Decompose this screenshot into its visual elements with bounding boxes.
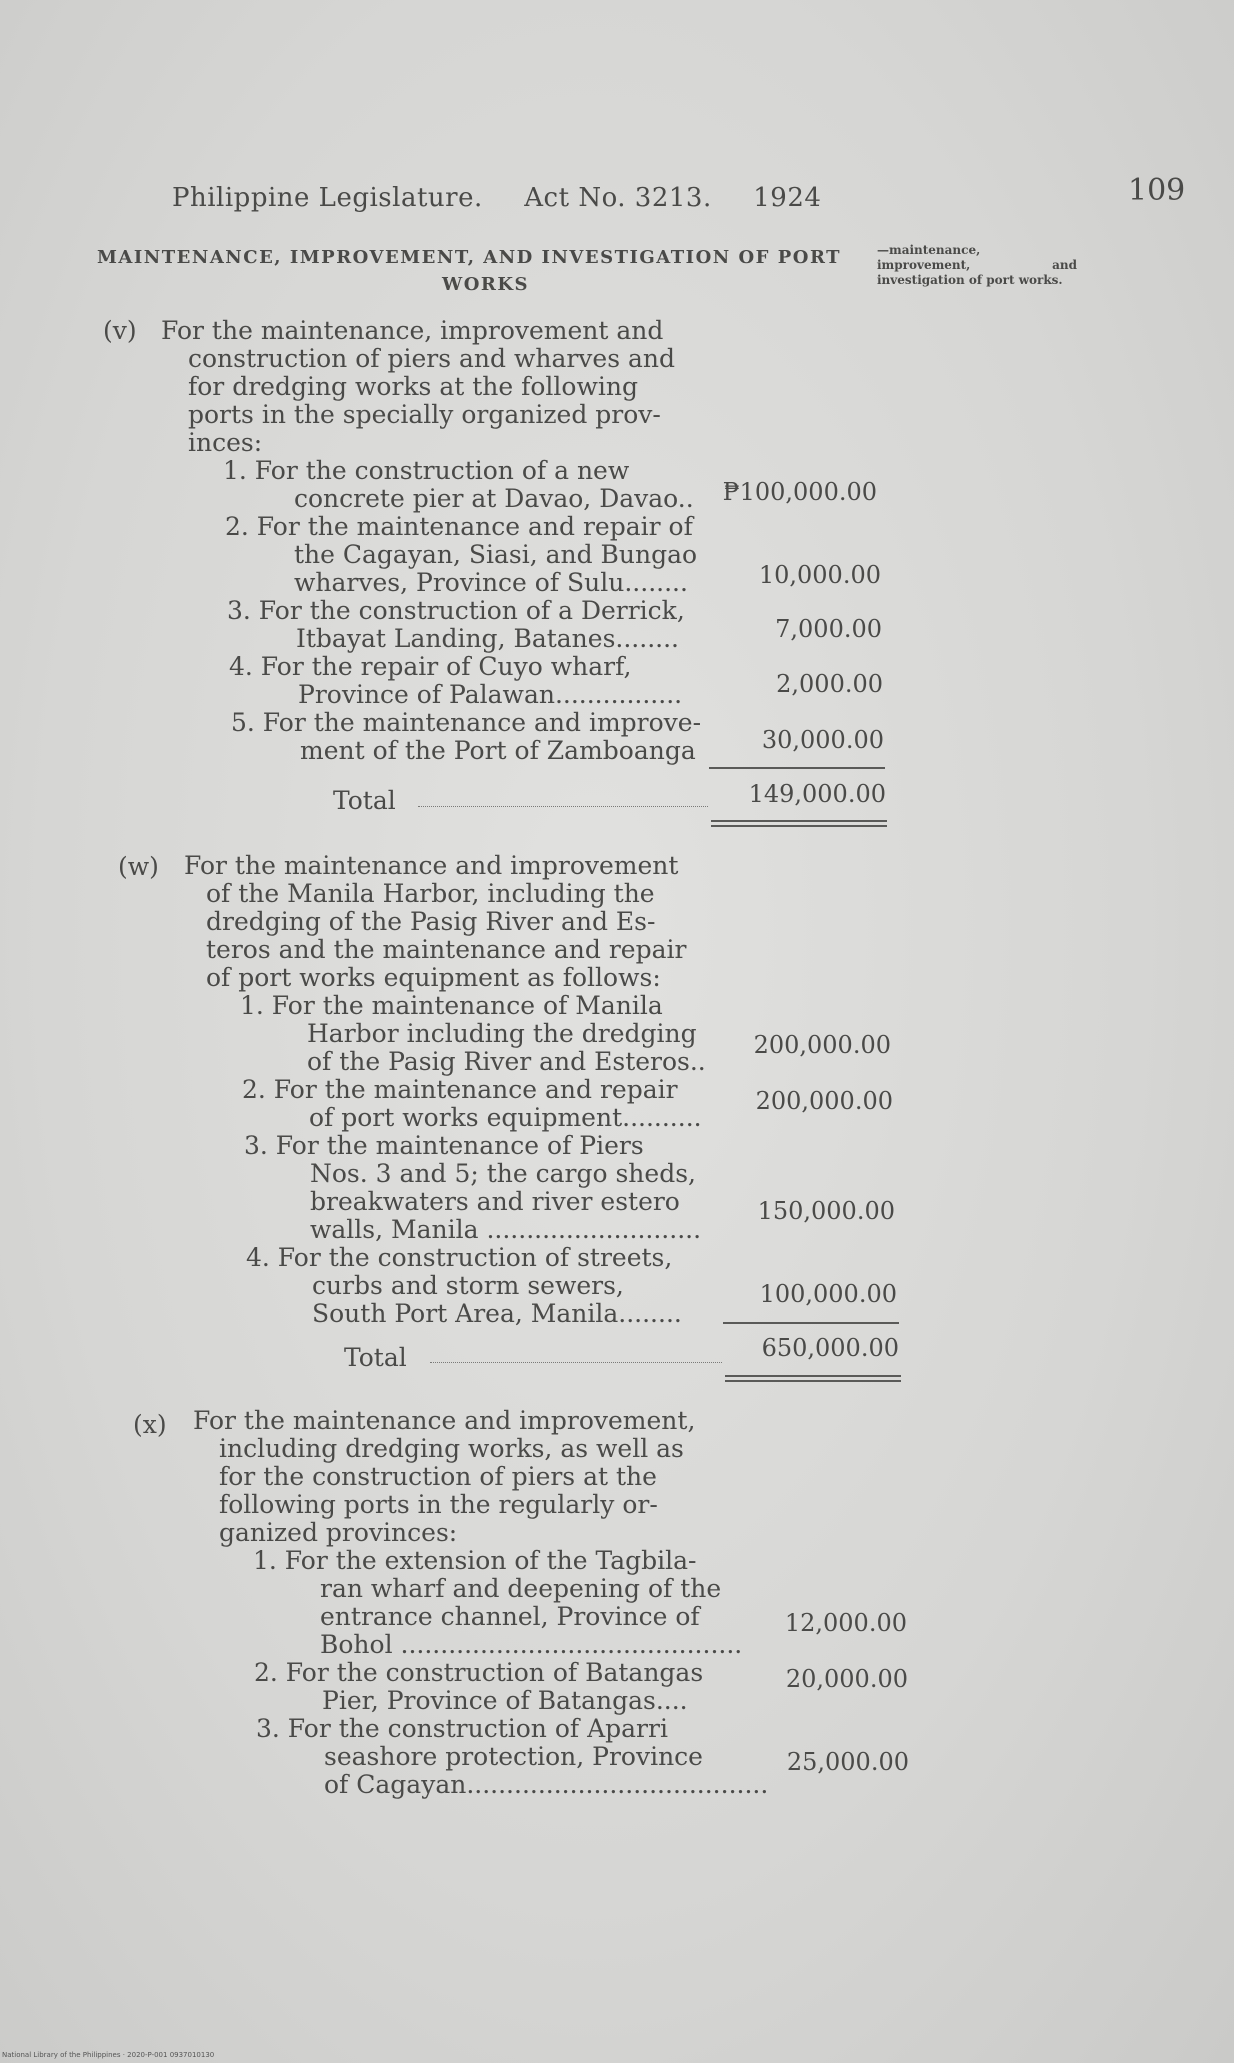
x-item-1-line4: Bohol ........................................... [320, 1630, 743, 1659]
v-item-3-amount: 7,000.00 [775, 615, 882, 643]
v-item-4-amount: 2,000.00 [776, 670, 883, 698]
w-item-4-line3: South Port Area, Manila........ [312, 1299, 682, 1328]
x-item-3-line2: seashore protection, Province [324, 1742, 703, 1771]
w-intro-3: dredging of the Pasig River and Es- [206, 907, 656, 936]
v-intro-2: construction of piers and wharves and [188, 344, 676, 373]
x-intro-1: For the maintenance and improvement, [193, 1406, 696, 1435]
v-item-5-line2: ment of the Port of Zamboanga [300, 736, 696, 765]
w-intro-1: For the maintenance and improvement [184, 851, 679, 880]
x-item-1-line2: ran wharf and deepening of the [320, 1574, 722, 1603]
w-item-3-line4: walls, Manila ........................... [310, 1215, 702, 1244]
v-total-amount: 149,000.00 [748, 780, 886, 808]
v-intro-3: for dredging works at the following [188, 372, 638, 401]
v-intro-1: For the maintenance, improvement and [161, 316, 664, 345]
w-total-amount: 650,000.00 [761, 1334, 899, 1362]
v-subtotal-rule [709, 767, 885, 769]
v-intro-4: ports in the specially organized prov- [188, 400, 661, 429]
x-item-3-line1: 3. For the construction of Aparri [256, 1714, 668, 1743]
v-item-3-line1: 3. For the construction of a Derrick, [227, 596, 685, 625]
w-intro-4: teros and the maintenance and repair [206, 935, 687, 964]
margin-note: —maintenance, improvement, and investigation of port works. [877, 243, 1077, 287]
x-item-2-amount: 20,000.00 [785, 1665, 908, 1693]
v-item-2-line2: the Cagayan, Siasi, and Bungao [294, 540, 698, 569]
w-item-3-line3: breakwaters and river estero [310, 1187, 680, 1216]
legislature-title: Philippine Legislature. [172, 183, 483, 213]
v-item-5-amount: 30,000.00 [761, 726, 884, 754]
w-item-2-line1: 2. For the maintenance and repair [242, 1075, 678, 1104]
x-intro-5: ganized provinces: [219, 1518, 458, 1547]
w-subtotal-rule [723, 1322, 899, 1324]
w-total-double-rule [725, 1375, 901, 1382]
w-item-1-line2: Harbor including the dredging [307, 1019, 697, 1048]
w-item-3-line1: 3. For the maintenance of Piers [244, 1131, 644, 1160]
x-item-1-line3: entrance channel, Province of [320, 1602, 700, 1631]
w-total-leader-dots [430, 1362, 722, 1363]
section-title-line2: WORKS [442, 274, 529, 295]
v-total-leader-dots [418, 806, 708, 807]
item-label-x: (x) [133, 1410, 167, 1439]
w-intro-2: of the Manila Harbor, including the [206, 879, 655, 908]
w-item-3-line2: Nos. 3 and 5; the cargo sheds, [310, 1159, 696, 1188]
w-item-1-amount: 200,000.00 [753, 1031, 891, 1059]
w-item-2-amount: 200,000.00 [755, 1087, 893, 1115]
w-item-4-line2: curbs and storm sewers, [312, 1271, 624, 1300]
section-title-line1: MAINTENANCE, IMPROVEMENT, AND INVESTIGATION OF PORT [97, 247, 841, 268]
v-item-1-amount: ₱100,000.00 [722, 478, 877, 506]
x-intro-4: following ports in the regularly or- [219, 1490, 658, 1519]
page-number: 109 [1128, 173, 1186, 208]
x-item-1-line1: 1. For the extension of the Tagbila- [253, 1546, 697, 1575]
x-intro-2: including dredging works, as well as [219, 1434, 684, 1463]
v-total-label: Total [333, 786, 396, 815]
x-intro-3: for the construction of piers at the [219, 1462, 657, 1491]
v-item-3-line2: Itbayat Landing, Batanes........ [296, 624, 679, 653]
x-item-1-amount: 12,000.00 [784, 1609, 907, 1637]
running-head [172, 183, 821, 213]
act-year: 1924 [753, 183, 822, 213]
w-item-1-line3: of the Pasig River and Esteros.. [307, 1047, 706, 1076]
x-item-3-amount: 25,000.00 [786, 1748, 909, 1776]
w-item-4-line1: 4. For the construction of streets, [246, 1243, 673, 1272]
v-item-1-line1: 1. For the construction of a new [223, 456, 630, 485]
x-item-3-line3: of Cagayan...................................... [324, 1770, 769, 1799]
v-item-2-amount: 10,000.00 [758, 561, 881, 589]
v-total-double-rule [711, 820, 887, 827]
scan-footer: National Library of the Philippines · 2020-P-001 0937010130 [2, 2051, 215, 2059]
v-item-4-line1: 4. For the repair of Cuyo wharf, [229, 652, 632, 681]
item-label-w: (w) [118, 852, 159, 881]
x-item-2-line1: 2. For the construction of Batangas [254, 1658, 704, 1687]
w-intro-5: of port works equipment as follows: [206, 963, 661, 992]
v-intro-5: inces: [188, 428, 263, 457]
w-item-3-amount: 150,000.00 [757, 1197, 895, 1225]
w-total-label: Total [344, 1343, 407, 1372]
v-item-2-line1: 2. For the maintenance and repair of [225, 512, 693, 541]
w-item-1-line1: 1. For the maintenance of Manila [240, 991, 663, 1020]
x-item-2-line2: Pier, Province of Batangas.... [322, 1686, 688, 1715]
v-item-5-line1: 5. For the maintenance and improve- [231, 708, 702, 737]
item-label-v: (v) [103, 316, 137, 345]
v-item-2-line3: wharves, Province of Sulu........ [294, 568, 688, 597]
w-item-4-amount: 100,000.00 [759, 1280, 897, 1308]
v-item-1-line2: concrete pier at Davao, Davao.. [294, 484, 694, 513]
w-item-2-line2: of port works equipment.......... [309, 1103, 702, 1132]
v-item-4-line2: Province of Palawan................ [298, 680, 683, 709]
act-number: Act No. 3213. [524, 183, 712, 213]
